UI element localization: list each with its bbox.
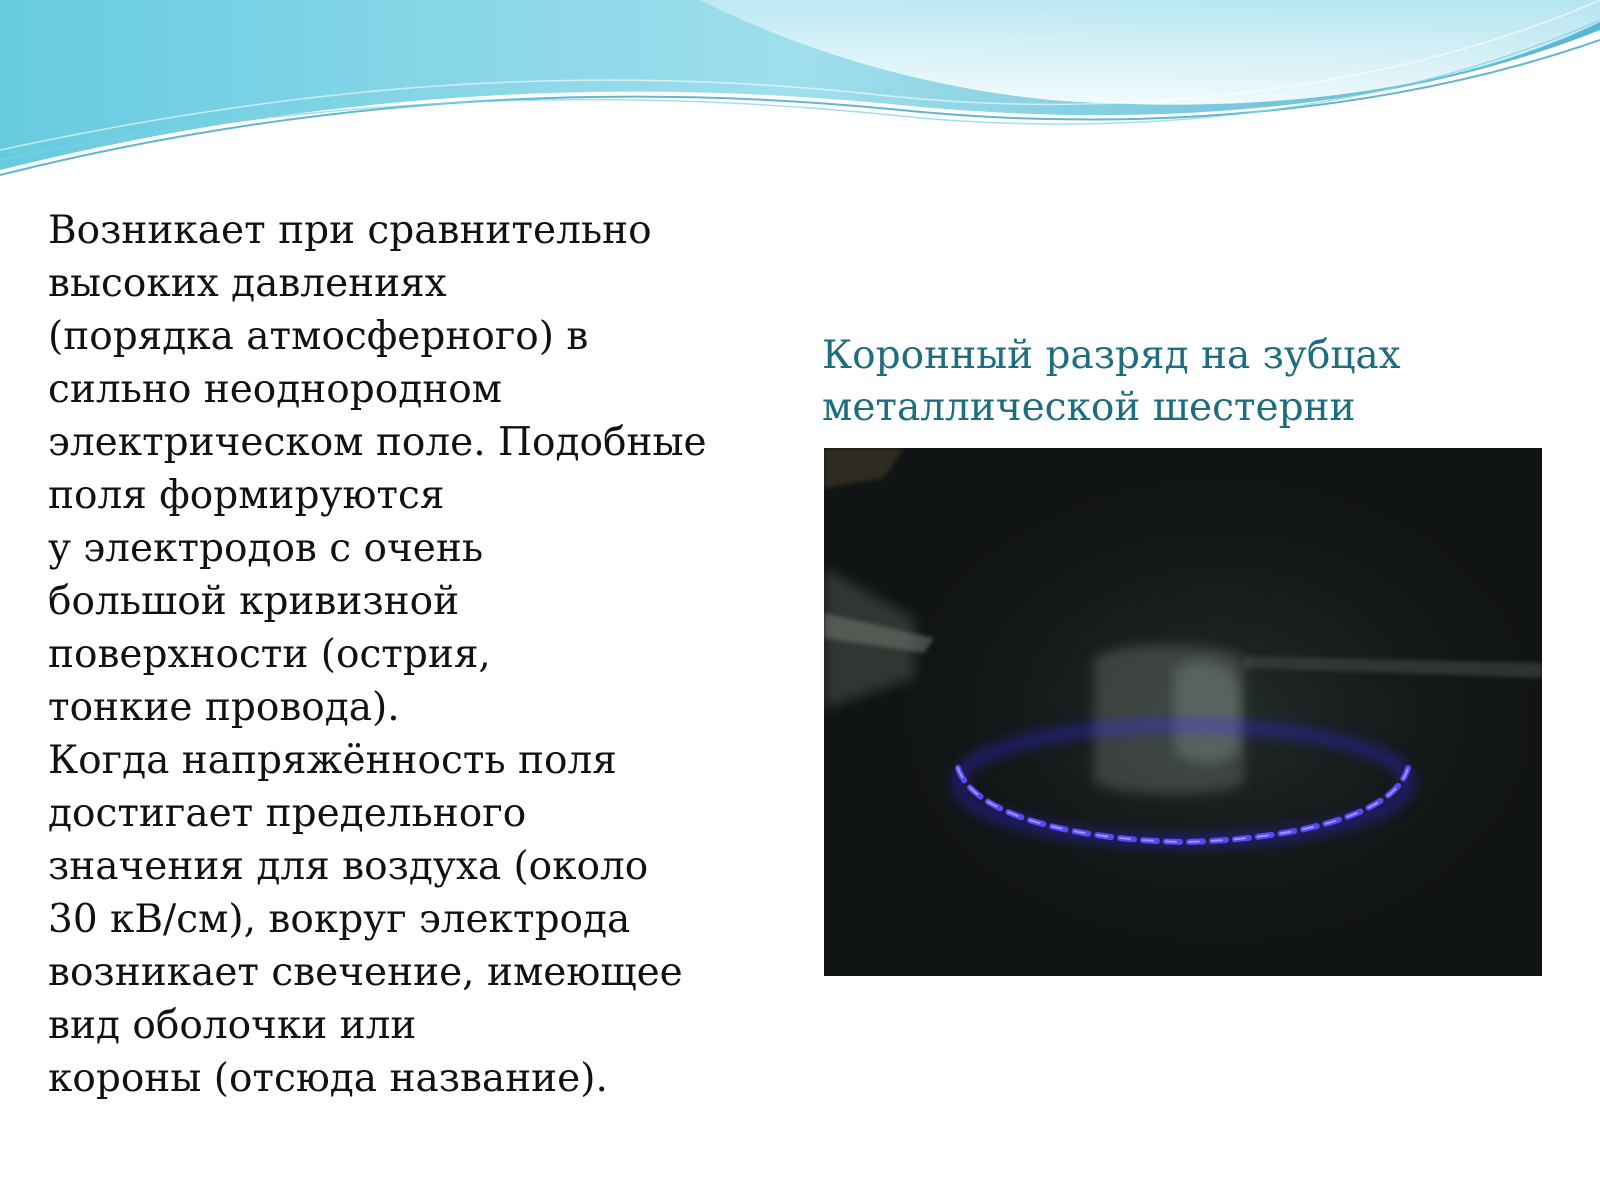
body-line: достигает предельного: [48, 791, 527, 836]
body-line: значения для воздуха (около: [48, 844, 649, 889]
corona-discharge-photo: [824, 448, 1542, 976]
body-line: короны (отсюда название).: [48, 1056, 608, 1101]
body-line: высоких давлениях: [48, 261, 447, 306]
body-line: поверхности (острия,: [48, 632, 491, 677]
body-line: большой кривизной: [48, 579, 460, 624]
body-line: Когда напряжённость поля: [48, 738, 617, 783]
body-line: у электродов с очень: [48, 526, 484, 571]
body-line: электрическом поле. Подобные: [48, 420, 707, 465]
body-line: возникает свечение, имеющее: [48, 950, 683, 995]
body-line: поля формируются: [48, 473, 445, 518]
body-line: 30 кВ/см), вокруг электрода: [48, 897, 631, 942]
body-text: [48, 204, 768, 1105]
caption-line: Коронный разряд на зубцах: [822, 333, 1401, 378]
caption-line: металлической шестерни: [822, 385, 1356, 430]
decorative-wave-header: [0, 0, 1600, 200]
photo-caption: [822, 330, 1582, 434]
body-line: тонкие провода).: [48, 685, 400, 730]
body-line: Возникает при сравнительно: [48, 208, 652, 253]
body-line: сильно неоднородном: [48, 367, 503, 412]
body-line: вид оболочки или: [48, 1003, 417, 1048]
body-line: (порядка атмосферного) в: [48, 314, 589, 359]
